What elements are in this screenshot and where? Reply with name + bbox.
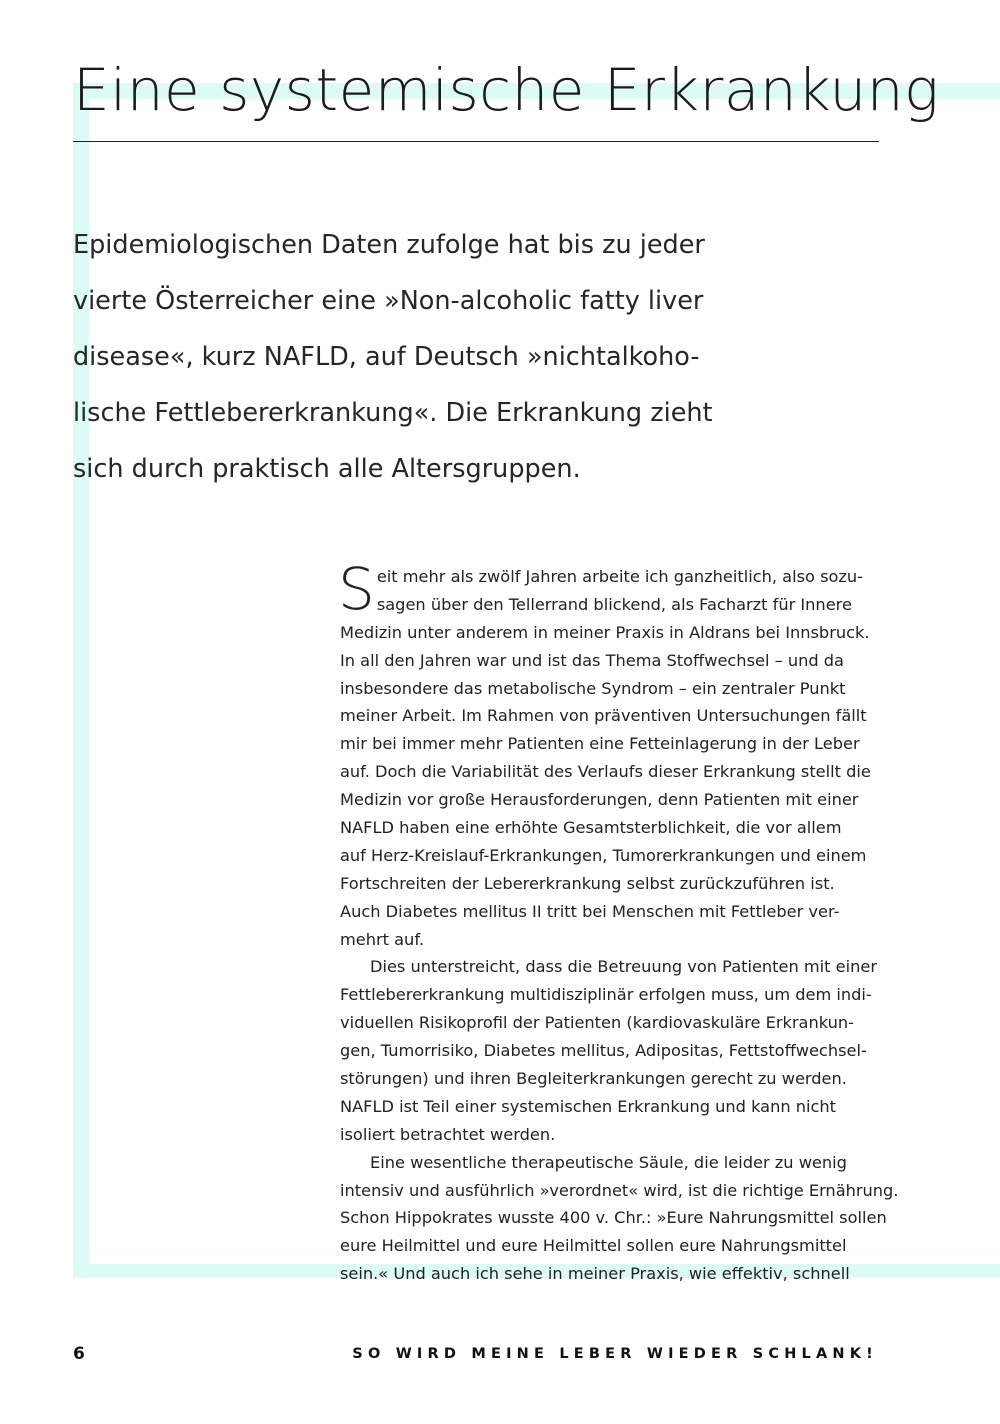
body-line: mehrt auf.: [340, 929, 424, 949]
body-line: NAFLD haben eine erhöhte Gesamtsterblichkeit, die vor allem: [340, 818, 842, 838]
body-line: NAFLD ist Teil einer systemischen Erkrankung und kann nicht: [340, 1096, 837, 1116]
body-line: Schon Hippokrates wusste 400 v. Chr.: »Eure Nahrungsmittel sollen: [340, 1208, 887, 1228]
body-line: viduellen Risikoprofil der Patienten (kardiovaskuläre Erkrankun-: [340, 1013, 854, 1033]
body-line: intensiv und ausführlich »verordnet« wird, ist die richtige Ernährung.: [340, 1180, 899, 1200]
body-line: Eine wesentliche therapeutische Säule, die leider zu wenig: [370, 1152, 847, 1172]
body-line: Medizin unter anderem in meiner Praxis in Aldrans bei Innsbruck.: [340, 622, 870, 642]
intro-line: sich durch praktisch alle Altersgruppen.: [73, 454, 581, 484]
page-number: 6: [73, 1344, 85, 1364]
body-line: auf Herz-Kreislauf-Erkrankungen, Tumorerkrankungen und einem: [340, 845, 867, 865]
body-text: [338, 555, 899, 1288]
body-line: Fettlebererkrankung multidisziplinär erfolgen muss, um dem indi-: [340, 985, 872, 1005]
body-line: meiner Arbeit. Im Rahmen von präventiven Untersuchungen fällt: [340, 706, 867, 726]
intro-paragraph: [73, 217, 773, 497]
body-line: mir bei immer mehr Patienten eine Fetteinlagerung in der Leber: [340, 734, 860, 754]
body-line: insbesondere das metabolische Syndrom – ein zentraler Punkt: [340, 678, 846, 698]
drop-cap: S: [338, 555, 375, 623]
body-line: Auch Diabetes mellitus II tritt bei Menschen mit Fettleber ver-: [340, 901, 840, 921]
body-line: Fortschreiten der Lebererkrankung selbst zurückzuführen ist.: [340, 873, 835, 893]
body-line: In all den Jahren war und ist das Thema Stoffwechsel – und da: [340, 650, 844, 670]
running-footer-title: SO WIRD MEINE LEBER WIEDER SCHLANK!: [352, 1346, 878, 1362]
intro-line: lische Fettlebererkrankung«. Die Erkrankung zieht: [73, 398, 713, 428]
page-title: Eine systemische Erkrankung: [73, 56, 940, 124]
intro-line: Epidemiologischen Daten zufolge hat bis zu jeder: [73, 230, 705, 260]
body-line: eit mehr als zwölf Jahren arbeite ich ganzheitlich, also sozu-: [376, 567, 864, 586]
intro-line: disease«, kurz NAFLD, auf Deutsch »nichtalkoho-: [73, 342, 700, 372]
body-line: gen, Tumorrisiko, Diabetes mellitus, Adipositas, Fettstoffwechsel-: [340, 1041, 867, 1061]
intro-line: vierte Österreicher eine »Non-alcoholic fatty liver: [73, 286, 704, 316]
body-line: auf. Doch die Variabilität des Verlaufs dieser Erkrankung stellt die: [340, 762, 871, 782]
body-line: Dies unterstreicht, dass die Betreuung von Patienten mit einer: [370, 957, 877, 977]
body-line: isoliert betrachtet werden.: [340, 1124, 556, 1144]
body-line: sagen über den Tellerrand blickend, als Facharzt für Innere: [376, 594, 852, 614]
body-line: sein.« Und auch ich sehe in meiner Praxis, wie effektiv, schnell: [340, 1264, 850, 1284]
body-line: eure Heilmittel und eure Heilmittel sollen eure Nahrungsmittel: [340, 1236, 847, 1256]
body-line: störungen) und ihren Begleiterkrankungen gerecht zu werden.: [340, 1069, 847, 1089]
body-line: Medizin vor große Herausforderungen, denn Patienten mit einer: [340, 790, 859, 810]
title-rule: [73, 141, 879, 142]
